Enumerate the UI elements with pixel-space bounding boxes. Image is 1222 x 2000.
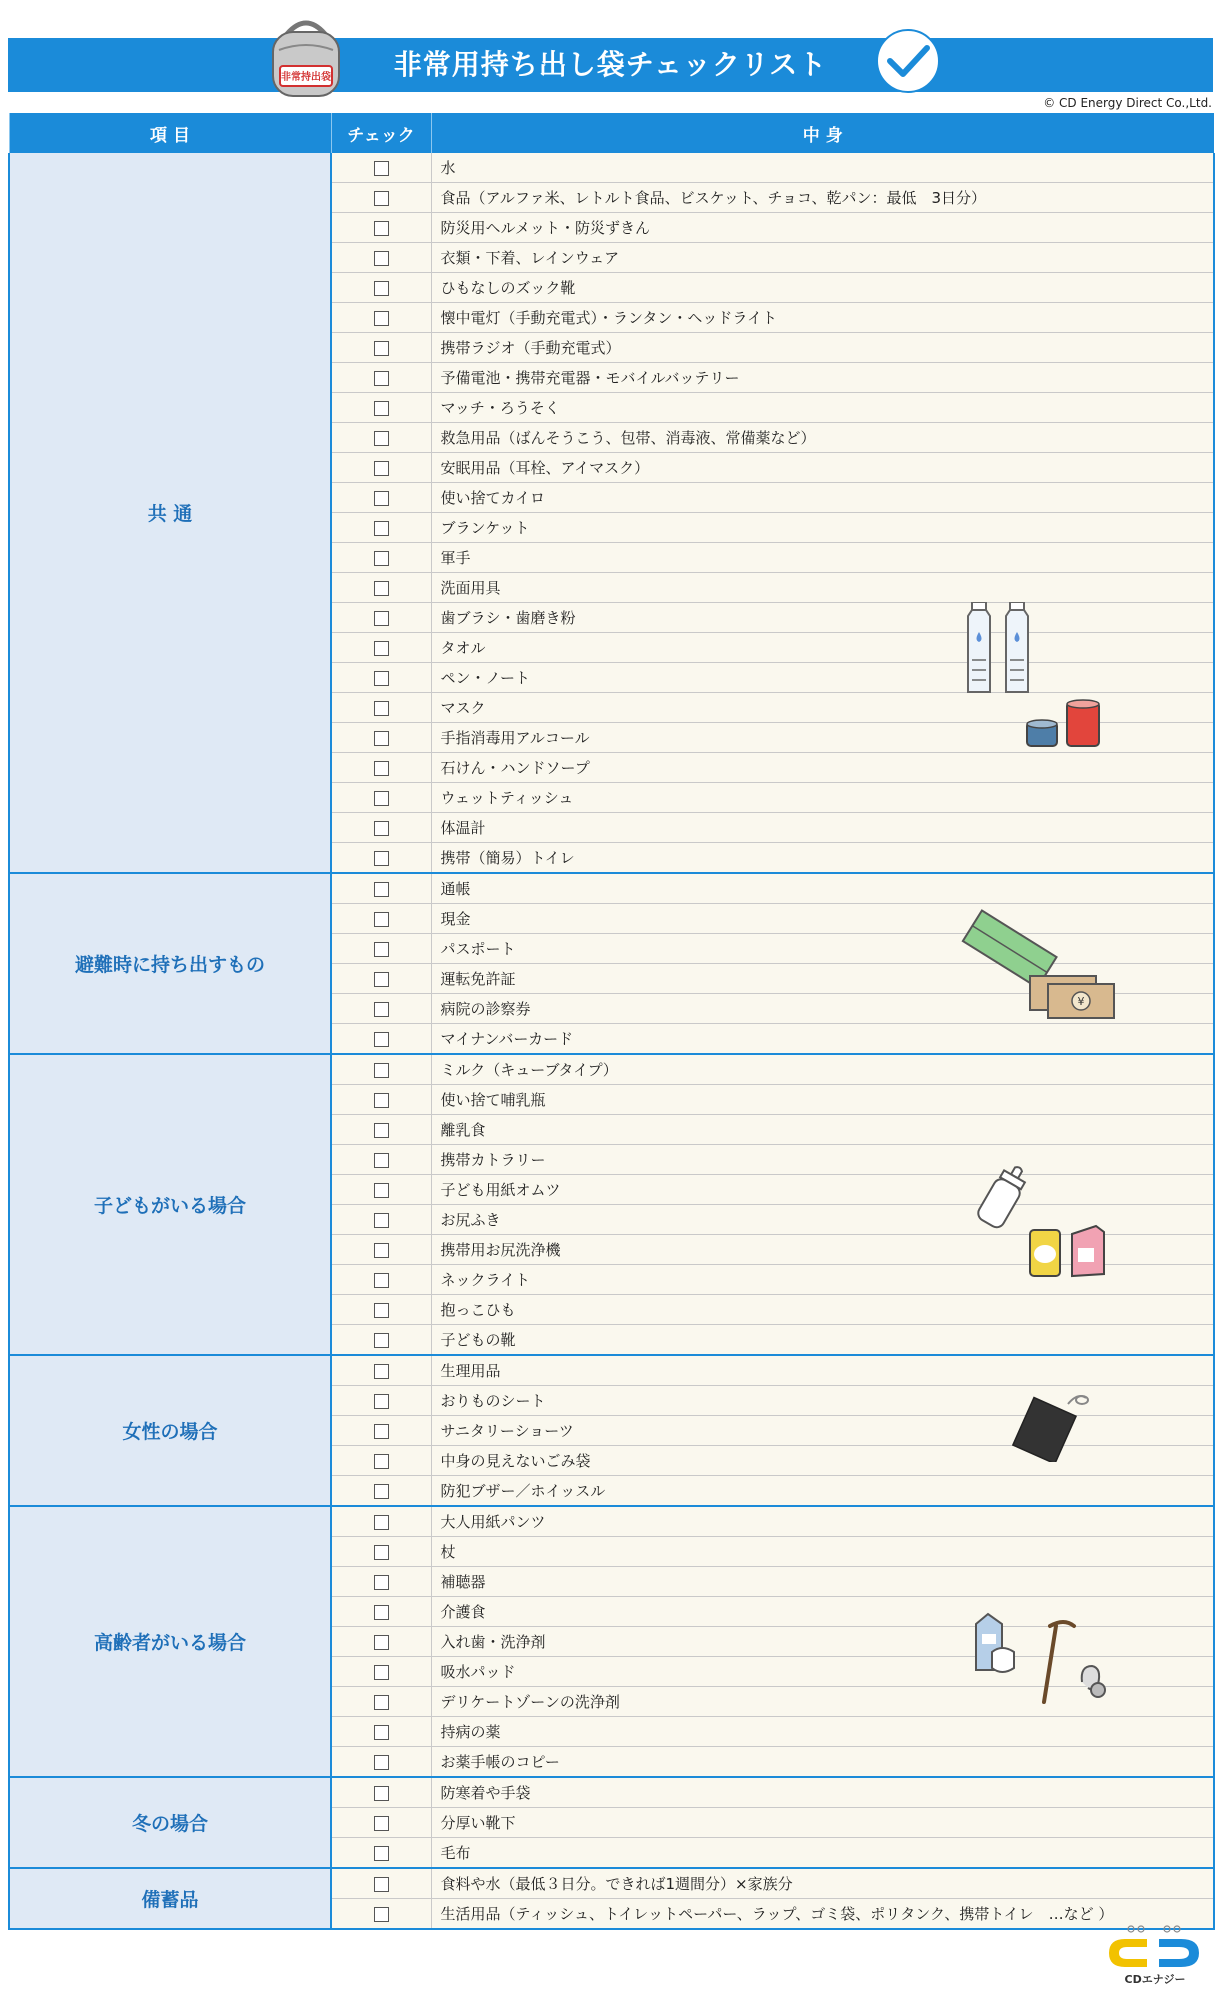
table-header-row xyxy=(9,113,1214,153)
check-cell xyxy=(331,1597,431,1627)
checkbox[interactable] xyxy=(374,1243,389,1258)
item-label: 持病の薬 xyxy=(431,1717,1214,1747)
item-label: 携帯ラジオ（手動充電式） xyxy=(431,333,1214,363)
checkbox[interactable] xyxy=(374,431,389,446)
item-label: 手指消毒用アルコール xyxy=(431,723,1214,753)
item-label: 現金 xyxy=(431,904,1214,934)
check-cell xyxy=(331,1717,431,1747)
item-label: 運転免許証 xyxy=(431,964,1214,994)
check-cell xyxy=(331,1235,431,1265)
checkbox[interactable] xyxy=(374,1635,389,1650)
checkbox[interactable] xyxy=(374,1303,389,1318)
check-cell xyxy=(331,1567,431,1597)
item-label: 安眠用品（耳栓、アイマスク） xyxy=(431,453,1214,483)
check-cell xyxy=(331,1085,431,1115)
checkbox[interactable] xyxy=(374,1786,389,1801)
check-cell xyxy=(331,1054,431,1085)
checkbox[interactable] xyxy=(374,1695,389,1710)
checkbox[interactable] xyxy=(374,851,389,866)
check-cell xyxy=(331,1838,431,1869)
item-label: 軍手 xyxy=(431,543,1214,573)
item-label: マスク xyxy=(431,693,1214,723)
checkbox[interactable] xyxy=(374,1273,389,1288)
check-cell xyxy=(331,723,431,753)
checkbox[interactable] xyxy=(374,641,389,656)
checkbox[interactable] xyxy=(374,1575,389,1590)
check-cell xyxy=(331,994,431,1024)
checkbox[interactable] xyxy=(374,1846,389,1861)
passbook-and-cash-icon xyxy=(958,908,1118,1020)
check-cell xyxy=(331,1687,431,1717)
check-cell xyxy=(331,513,431,543)
checkbox[interactable] xyxy=(374,611,389,626)
checkbox[interactable] xyxy=(374,1484,389,1499)
item-label: 体温計 xyxy=(431,813,1214,843)
title-banner xyxy=(8,38,1213,92)
item-label: 補聴器 xyxy=(431,1567,1214,1597)
checkbox[interactable] xyxy=(374,281,389,296)
checkbox[interactable] xyxy=(374,401,389,416)
table-row xyxy=(9,1777,1214,1808)
check-cell xyxy=(331,543,431,573)
check-cell xyxy=(331,1175,431,1205)
checkbox[interactable] xyxy=(374,1907,389,1922)
check-cell xyxy=(331,1265,431,1295)
item-label: お薬手帳のコピー xyxy=(431,1747,1214,1778)
checkbox[interactable] xyxy=(374,1032,389,1047)
checkbox[interactable] xyxy=(374,251,389,266)
item-label: 使い捨てカイロ xyxy=(431,483,1214,513)
checkbox[interactable] xyxy=(374,1665,389,1680)
item-label: 通帳 xyxy=(431,873,1214,904)
item-label: 予備電池・携帯充電器・モバイルバッテリー xyxy=(431,363,1214,393)
header-category: 項 目 xyxy=(9,113,331,153)
item-label: 携帯（簡易）トイレ xyxy=(431,843,1214,874)
copyright-text: © CD Energy Direct Co.,Ltd. xyxy=(1043,96,1212,110)
checkbox[interactable] xyxy=(374,1333,389,1348)
table-row xyxy=(9,1506,1214,1537)
check-cell xyxy=(331,1295,431,1325)
check-cell xyxy=(331,363,431,393)
check-cell xyxy=(331,873,431,904)
item-label: 防犯ブザー／ホイッスル xyxy=(431,1476,1214,1507)
checkbox[interactable] xyxy=(374,882,389,897)
check-cell xyxy=(331,183,431,213)
checkbox[interactable] xyxy=(374,461,389,476)
item-label: ひもなしのズック靴 xyxy=(431,273,1214,303)
item-label: 生活用品（ティッシュ、トイレットペーパー、ラップ、ゴミ袋、ポリタンク、携帯トイレ …など ） xyxy=(431,1899,1214,1930)
check-cell xyxy=(331,303,431,333)
item-label: 介護食 xyxy=(431,1597,1214,1627)
check-cell xyxy=(331,1325,431,1356)
table-row xyxy=(9,873,1214,904)
check-cell xyxy=(331,753,431,783)
category-label: 避難時に持ち出すもの xyxy=(9,873,331,1054)
water-bottles-icon xyxy=(962,602,1042,694)
table-row xyxy=(9,1868,1214,1899)
check-cell xyxy=(331,1115,431,1145)
checkmark-icon xyxy=(875,28,941,94)
item-label: 入れ歯・洗浄剤 xyxy=(431,1627,1214,1657)
table-row xyxy=(9,1054,1214,1085)
item-label: 子ども用紙オムツ xyxy=(431,1175,1214,1205)
item-label: 子どもの靴 xyxy=(431,1325,1214,1356)
checkbox[interactable] xyxy=(374,821,389,836)
item-label: ウェットティッシュ xyxy=(431,783,1214,813)
item-label: 毛布 xyxy=(431,1838,1214,1869)
category-label: 子どもがいる場合 xyxy=(9,1054,331,1355)
check-cell xyxy=(331,843,431,874)
item-label: 離乳食 xyxy=(431,1115,1214,1145)
category-label: 共 通 xyxy=(9,153,331,873)
table-row xyxy=(9,1355,1214,1386)
check-cell xyxy=(331,213,431,243)
check-cell xyxy=(331,1416,431,1446)
checkbox[interactable] xyxy=(374,942,389,957)
item-label: サニタリーショーツ xyxy=(431,1416,1214,1446)
item-label: 携帯用お尻洗浄機 xyxy=(431,1235,1214,1265)
checkbox[interactable] xyxy=(374,1063,389,1078)
canned-food-icon xyxy=(1025,698,1105,750)
check-cell xyxy=(331,153,431,183)
item-label: 救急用品（ばんそうこう、包帯、消毒液、常備薬など） xyxy=(431,423,1214,453)
check-cell xyxy=(331,1024,431,1055)
checkbox[interactable] xyxy=(374,1364,389,1379)
cd-energy-logo xyxy=(1103,1923,1207,1987)
item-label: 吸水パッド xyxy=(431,1657,1214,1687)
check-cell xyxy=(331,663,431,693)
check-cell xyxy=(331,453,431,483)
item-label: お尻ふき xyxy=(431,1205,1214,1235)
checkbox[interactable] xyxy=(374,551,389,566)
table-row xyxy=(9,153,1214,183)
check-cell xyxy=(331,1777,431,1808)
header-content: 中 身 xyxy=(431,113,1214,153)
checkbox[interactable] xyxy=(374,1454,389,1469)
item-label: ペン・ノート xyxy=(431,663,1214,693)
backpack-tag: 非常持出袋 xyxy=(281,72,331,83)
item-label: 懐中電灯（手動充電式）・ランタン・ヘッドライト xyxy=(431,303,1214,333)
checkbox[interactable] xyxy=(374,731,389,746)
check-cell xyxy=(331,693,431,723)
item-label: 食品（アルファ米、レトルト食品、ビスケット、チョコ、乾パン：最低 3日分） xyxy=(431,183,1214,213)
item-label: 歯ブラシ・歯磨き粉 xyxy=(431,603,1214,633)
check-cell xyxy=(331,1476,431,1507)
check-cell xyxy=(331,934,431,964)
checkbox[interactable] xyxy=(374,701,389,716)
baby-bottle-icon xyxy=(972,1163,1032,1233)
item-label: おりものシート xyxy=(431,1386,1214,1416)
check-cell xyxy=(331,1808,431,1838)
check-cell xyxy=(331,1506,431,1537)
checkbox[interactable] xyxy=(374,1515,389,1530)
item-label: 衣類・下着、レインウェア xyxy=(431,243,1214,273)
checkbox[interactable] xyxy=(374,581,389,596)
check-cell xyxy=(331,964,431,994)
check-cell xyxy=(331,1537,431,1567)
category-label: 冬の場合 xyxy=(9,1777,331,1868)
item-label: マッチ・ろうそく xyxy=(431,393,1214,423)
checkbox[interactable] xyxy=(374,161,389,176)
checkbox[interactable] xyxy=(374,1183,389,1198)
check-cell xyxy=(331,273,431,303)
checkbox[interactable] xyxy=(374,341,389,356)
item-label: タオル xyxy=(431,633,1214,663)
check-cell xyxy=(331,423,431,453)
check-cell xyxy=(331,243,431,273)
item-label: 使い捨て哺乳瓶 xyxy=(431,1085,1214,1115)
checkbox[interactable] xyxy=(374,521,389,536)
item-label: 食料や水（最低３日分。できれば1週間分）×家族分 xyxy=(431,1868,1214,1899)
check-cell xyxy=(331,783,431,813)
item-label: 大人用紙パンツ xyxy=(431,1506,1214,1537)
item-label: 中身の見えないごみ袋 xyxy=(431,1446,1214,1476)
checkbox[interactable] xyxy=(374,671,389,686)
checkbox[interactable] xyxy=(374,1725,389,1740)
item-label: 石けん・ハンドソープ xyxy=(431,753,1214,783)
page-title: 非常用持ち出し袋チェックリスト xyxy=(393,48,828,81)
backpack-icon xyxy=(265,14,347,100)
item-label: 生理用品 xyxy=(431,1355,1214,1386)
check-cell xyxy=(331,1657,431,1687)
check-cell xyxy=(331,483,431,513)
check-cell xyxy=(331,573,431,603)
checkbox[interactable] xyxy=(374,791,389,806)
checkbox[interactable] xyxy=(374,221,389,236)
checkbox[interactable] xyxy=(374,1153,389,1168)
checkbox[interactable] xyxy=(374,1424,389,1439)
item-label: 防災用ヘルメット・防災ずきん xyxy=(431,213,1214,243)
checkbox[interactable] xyxy=(374,1002,389,1017)
check-cell xyxy=(331,1145,431,1175)
item-label: 分厚い靴下 xyxy=(431,1808,1214,1838)
item-label: 水 xyxy=(431,153,1214,183)
checkbox[interactable] xyxy=(374,1093,389,1108)
check-cell xyxy=(331,1386,431,1416)
check-cell xyxy=(331,393,431,423)
checkbox[interactable] xyxy=(374,761,389,776)
category-label: 女性の場合 xyxy=(9,1355,331,1506)
item-label: 防寒着や手袋 xyxy=(431,1777,1214,1808)
elderly-care-items-icon xyxy=(970,1612,1112,1704)
item-label: ブランケット xyxy=(431,513,1214,543)
check-cell xyxy=(331,1868,431,1899)
checkbox[interactable] xyxy=(374,1213,389,1228)
checkbox[interactable] xyxy=(374,191,389,206)
check-cell xyxy=(331,813,431,843)
check-cell xyxy=(331,1747,431,1778)
checkbox[interactable] xyxy=(374,491,389,506)
checkbox[interactable] xyxy=(374,1605,389,1620)
item-label: マイナンバーカード xyxy=(431,1024,1214,1055)
checkbox[interactable] xyxy=(374,912,389,927)
item-label: デリケートゾーンの洗浄剤 xyxy=(431,1687,1214,1717)
item-label: 洗面用具 xyxy=(431,573,1214,603)
check-cell xyxy=(331,1205,431,1235)
check-cell xyxy=(331,1899,431,1930)
checkbox[interactable] xyxy=(374,1545,389,1560)
check-cell xyxy=(331,1446,431,1476)
checkbox[interactable] xyxy=(374,311,389,326)
check-cell xyxy=(331,1627,431,1657)
brand-name: CDエナジー xyxy=(1124,1973,1186,1986)
item-label: 抱っこひも xyxy=(431,1295,1214,1325)
sanitary-pouch-icon xyxy=(1012,1390,1092,1462)
check-cell xyxy=(331,1355,431,1386)
category-label: 高齢者がいる場合 xyxy=(9,1506,331,1777)
checkbox[interactable] xyxy=(374,1877,389,1892)
category-label: 備蓄品 xyxy=(9,1868,331,1929)
item-label: 携帯カトラリー xyxy=(431,1145,1214,1175)
checkbox[interactable] xyxy=(374,972,389,987)
item-label: 杖 xyxy=(431,1537,1214,1567)
checkbox[interactable] xyxy=(374,1123,389,1138)
item-label: パスポート xyxy=(431,934,1214,964)
svg-text:¥: ¥ xyxy=(1077,995,1085,1008)
checkbox[interactable] xyxy=(374,1755,389,1770)
check-cell xyxy=(331,603,431,633)
item-label: 病院の診察券 xyxy=(431,994,1214,1024)
header-check: チェック xyxy=(331,113,431,153)
checkbox[interactable] xyxy=(374,1394,389,1409)
check-cell xyxy=(331,904,431,934)
item-label: ミルク（キューブタイプ） xyxy=(431,1054,1214,1085)
formula-cans-icon xyxy=(1028,1222,1108,1280)
item-label: ネックライト xyxy=(431,1265,1214,1295)
checkbox[interactable] xyxy=(374,371,389,386)
checkbox[interactable] xyxy=(374,1816,389,1831)
check-cell xyxy=(331,333,431,363)
check-cell xyxy=(331,633,431,663)
